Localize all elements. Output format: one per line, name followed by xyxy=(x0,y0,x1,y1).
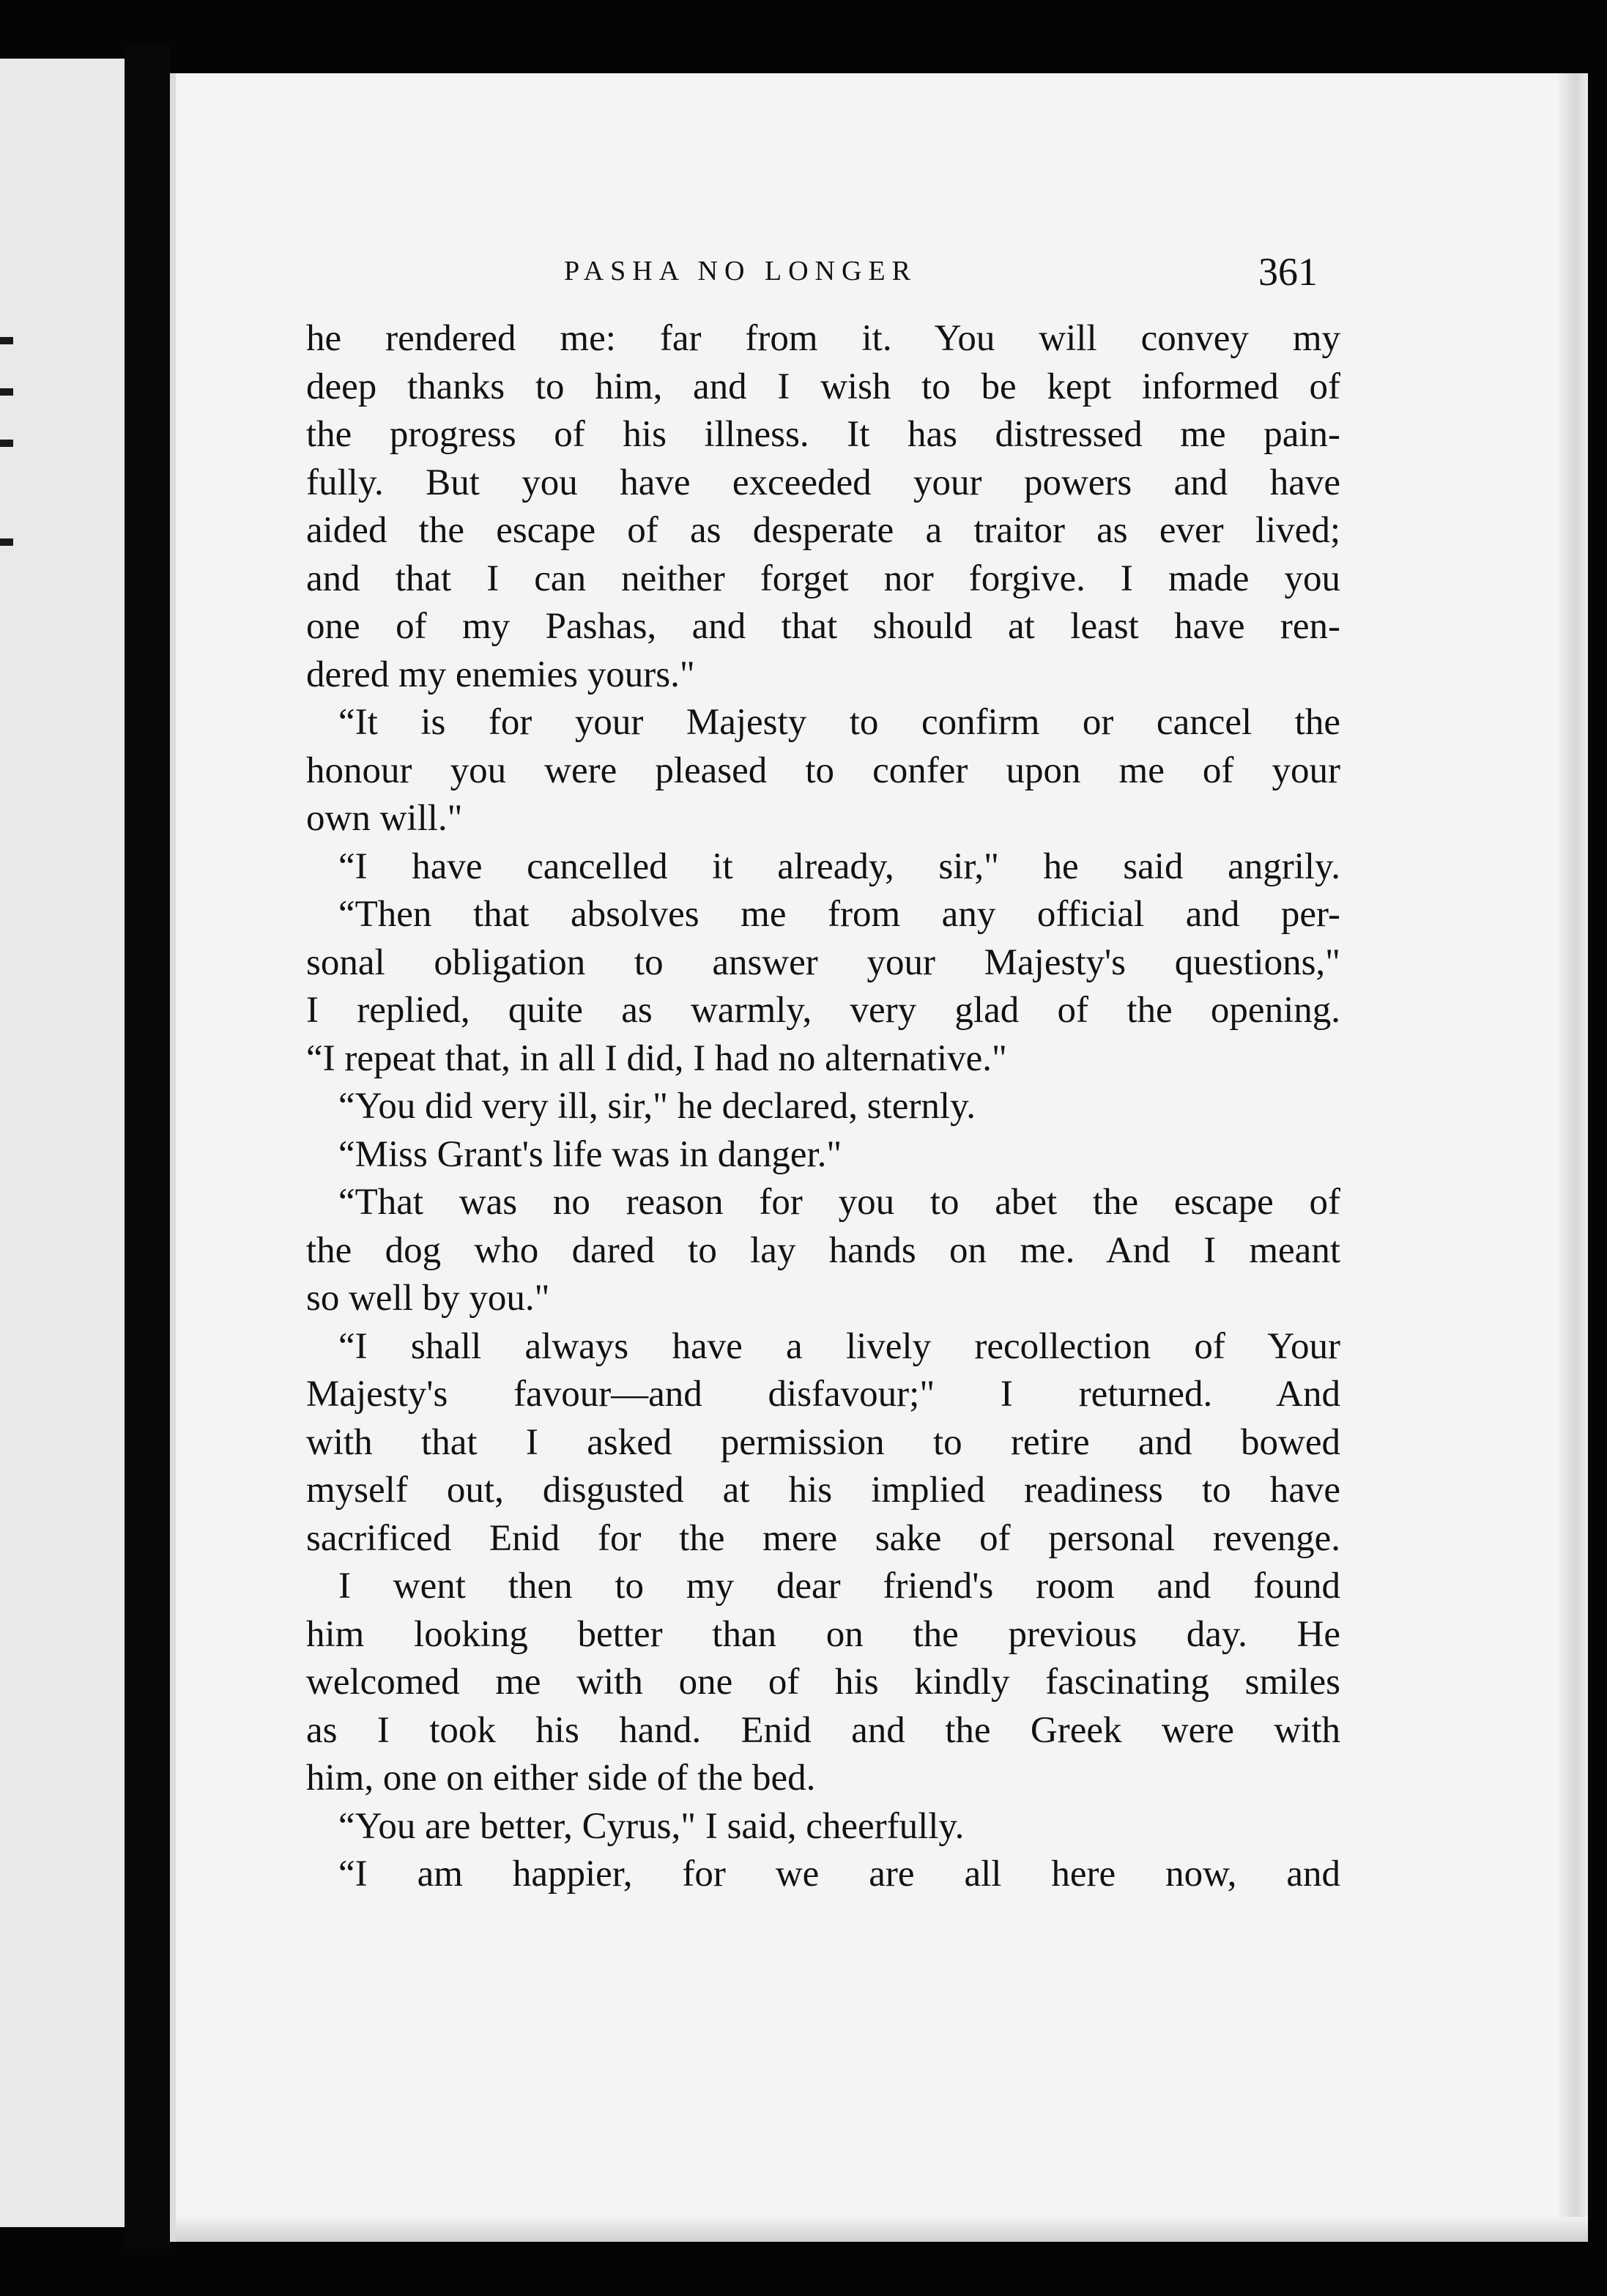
book-gutter xyxy=(125,44,170,2249)
text-line: with that I asked permission to retire and bowed xyxy=(306,1421,1340,1463)
text-line: as I took his hand. Enid and the Greek were with xyxy=(306,1709,1340,1751)
book-page xyxy=(170,73,1588,2242)
text-line: “It is for your Majesty to confirm or cancel the xyxy=(338,702,1340,743)
text-line: sonal obligation to answer your Majesty's questions," xyxy=(306,941,1340,983)
text-line: myself out, disgusted at his implied readiness to have xyxy=(306,1470,1340,1511)
text-line: “I repeat that, in all I did, I had no alternative." xyxy=(306,1037,1007,1079)
text-line: “Miss Grant's life was in danger." xyxy=(338,1133,842,1175)
text-line: I went then to my dear friend's room and found xyxy=(338,1566,1340,1607)
page-edge-shadow xyxy=(1559,73,1588,2242)
text-line: “You are better, Cyrus," I said, cheerfully. xyxy=(338,1805,965,1847)
text-line: welcomed me with one of his kindly fascinating smiles xyxy=(306,1662,1340,1703)
facing-page-text-fragment xyxy=(0,337,13,344)
text-line: “I shall always have a lively recollection of Your xyxy=(338,1325,1340,1367)
running-head-title: PASHA NO LONGER xyxy=(564,256,917,286)
text-line: him looking better than on the previous day. He xyxy=(306,1613,1340,1655)
page-number: 361 xyxy=(1258,250,1318,294)
text-line: sacrificed Enid for the mere sake of personal revenge. xyxy=(306,1517,1340,1559)
text-line: own will." xyxy=(306,798,463,839)
text-line: and that I can neither forget nor forgive. I made you xyxy=(306,558,1340,599)
text-line: he rendered me: far from it. You will convey my xyxy=(306,318,1340,359)
body-text xyxy=(306,315,1340,1899)
facing-page-text-fragment xyxy=(0,538,13,546)
text-line: deep thanks to him, and I wish to be kept informed of xyxy=(306,366,1340,407)
text-line: aided the escape of as desperate a traitor as ever lived; xyxy=(306,510,1340,551)
facing-page-edge xyxy=(0,59,125,2227)
running-head xyxy=(176,250,1594,299)
text-line: one of my Pashas, and that should at least have ren- xyxy=(306,606,1340,647)
text-line: him, one on either side of the bed. xyxy=(306,1758,816,1799)
text-line: “You did very ill, sir," he declared, sternly. xyxy=(338,1086,976,1127)
text-line: I replied, quite as warmly, very glad of the opening. xyxy=(306,990,1340,1031)
facing-page-text-fragment xyxy=(0,388,13,396)
text-line: “Then that absolves me from any official and per- xyxy=(338,894,1340,935)
text-line: Majesty's favour—and disfavour;" I returned. And xyxy=(306,1374,1340,1415)
text-line: fully. But you have exceeded your powers and have xyxy=(306,462,1340,503)
text-line: the progress of his illness. It has distressed me pain- xyxy=(306,414,1340,455)
text-line: “I am happier, for we are all here now, and xyxy=(338,1854,1340,1895)
text-line: dered my enemies yours." xyxy=(306,653,695,695)
text-line: the dog who dared to lay hands on me. And I meant xyxy=(306,1229,1340,1271)
text-line: “That was no reason for you to abet the escape of xyxy=(338,1182,1340,1223)
text-line: “I have cancelled it already, sir," he said angrily. xyxy=(338,845,1340,887)
page-bottom-shadow xyxy=(176,2217,1588,2242)
facing-page-text-fragment xyxy=(0,440,13,447)
text-line: so well by you." xyxy=(306,1278,550,1319)
text-line: honour you were pleased to confer upon me of your xyxy=(306,749,1340,791)
